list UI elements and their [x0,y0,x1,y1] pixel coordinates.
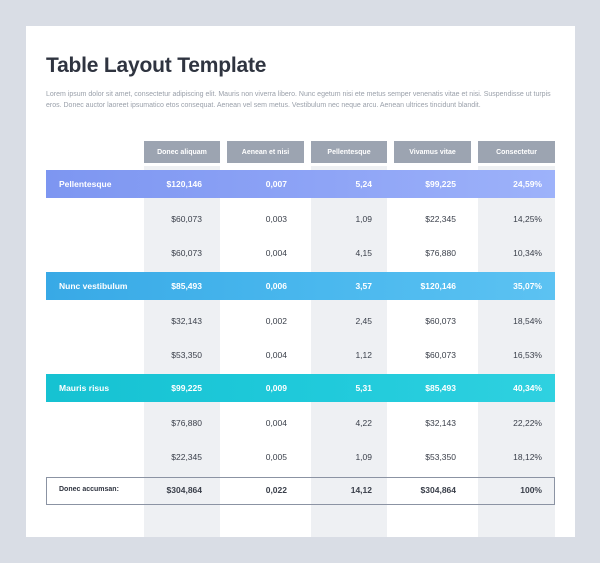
table-cell: $53,350 [425,452,456,462]
template-card [26,26,575,537]
table-cell: 10,34% [513,248,542,258]
table-cell: 4,15 [355,248,372,258]
table-cell: 0,004 [265,350,287,360]
column-header-4: Vivamus vitae [394,141,471,163]
total-cell: $304,864 [166,485,202,495]
table-cell: $60,073 [425,316,456,326]
group-label: Pellentesque [59,179,112,189]
description: Lorem ipsum dolor sit amet, consectetur adipiscing elit. Mauris non viverra libero. Nunc egetum nisi ete metus semper venenatis vitae et nisi. Suspendisse ut turpis eros. Donec auctor laoreet ipsumatico etos consequat. Aenean vel sem metus. Vestibulum nec neque arcu. Aenean ultrices tincidunt blandit. [46,91,551,109]
table-cell: 4,22 [355,418,372,428]
column-header-1: Donec aliquam [144,141,220,163]
table-cell: 18,54% [513,316,542,326]
group-band-1 [46,170,555,198]
table-cell: $60,073 [171,214,202,224]
group-summary-cell: 5,24 [355,179,372,189]
group-summary-cell: 35,07% [513,281,542,291]
total-cell: 14,12 [350,485,372,495]
total-cell: $304,864 [420,485,456,495]
table-cell: 0,004 [265,248,287,258]
group-summary-cell: $120,146 [166,179,202,189]
group-summary-cell: $85,493 [425,383,456,393]
table-cell: 18,12% [513,452,542,462]
group-summary-cell: $99,225 [425,179,456,189]
total-cell: 100% [520,485,542,495]
table-cell: 0,002 [265,316,287,326]
table-cell: 14,25% [513,214,542,224]
group-summary-cell: 40,34% [513,383,542,393]
group-summary-cell: 0,007 [265,179,287,189]
table-cell: $76,880 [425,248,456,258]
group-summary-cell: 24,59% [513,179,542,189]
column-header-3: Pellentesque [311,141,387,163]
table-cell: 0,004 [265,418,287,428]
table-cell: 22,22% [513,418,542,428]
table-cell: 2,45 [355,316,372,326]
page-title: Table Layout Template [46,54,267,77]
group-summary-cell: 5,31 [355,383,372,393]
table-cell: $76,880 [171,418,202,428]
column-header-2: Aenean et nisi [227,141,304,163]
total-row [46,477,555,505]
group-band-3 [46,374,555,402]
table-cell: $32,143 [425,418,456,428]
column-header-5: Consectetur [478,141,555,163]
table-cell: $60,073 [425,350,456,360]
group-summary-cell: $85,493 [171,281,202,291]
table-cell: $60,073 [171,248,202,258]
group-label: Nunc vestibulum [59,281,128,291]
table-cell: 1,09 [355,214,372,224]
total-label: Donec accumsan: [59,486,119,493]
table-cell: 0,003 [265,214,287,224]
table-cell: 16,53% [513,350,542,360]
total-cell: 0,022 [265,485,287,495]
group-summary-cell: 3,57 [355,281,372,291]
group-summary-cell: 0,009 [265,383,287,393]
table-cell: $22,345 [171,452,202,462]
table-cell: $53,350 [171,350,202,360]
group-summary-cell: 0,006 [265,281,287,291]
group-summary-cell: $99,225 [171,383,202,393]
group-summary-cell: $120,146 [420,281,456,291]
group-label: Mauris risus [59,383,110,393]
table-cell: 1,09 [355,452,372,462]
table-cell: 1,12 [355,350,372,360]
table-cell: $32,143 [171,316,202,326]
table-cell: $22,345 [425,214,456,224]
table-cell: 0,005 [265,452,287,462]
